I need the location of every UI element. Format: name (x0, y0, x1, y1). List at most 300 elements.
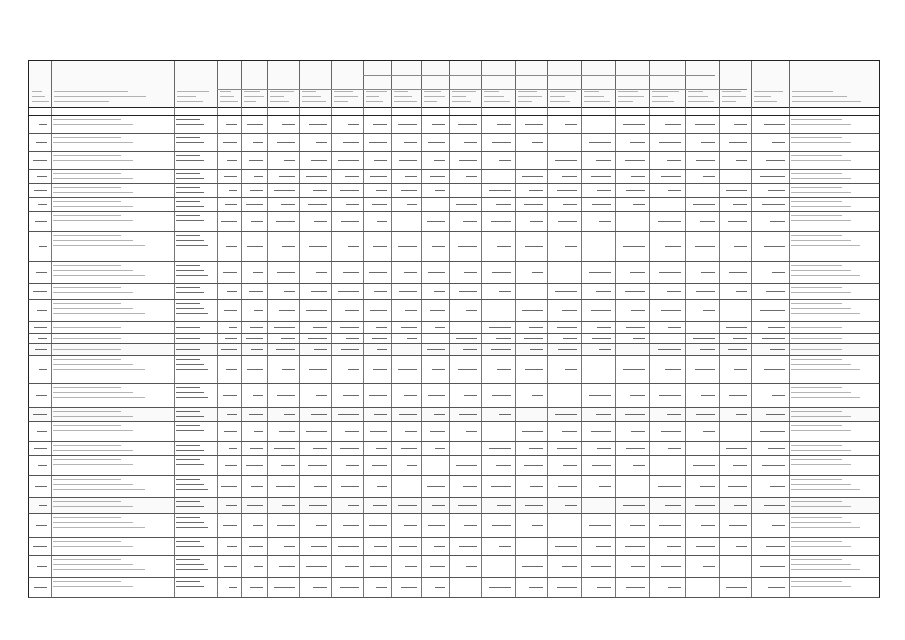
row-column-divider (267, 232, 268, 261)
row-column-divider (267, 356, 268, 383)
row-column-divider (789, 538, 790, 555)
row-column-divider (547, 116, 548, 133)
row-column-divider (789, 212, 790, 231)
row-column-divider (241, 152, 242, 169)
row-column-divider (751, 556, 752, 577)
row-column-divider (481, 284, 482, 299)
header-text-scan (754, 101, 777, 102)
header-text-scan (244, 91, 260, 92)
row-column-divider (267, 556, 268, 577)
row-column-divider (391, 422, 392, 441)
row-column-divider (51, 384, 52, 407)
row-column-divider (685, 322, 686, 333)
row-column-divider (719, 334, 720, 343)
row-column-divider (685, 578, 686, 597)
row-column-divider (789, 284, 790, 299)
row-column-divider (481, 422, 482, 441)
row-column-divider (241, 498, 242, 513)
row-column-divider (581, 498, 582, 513)
table-row (28, 578, 880, 598)
row-column-divider (174, 184, 175, 197)
row-column-divider (51, 556, 52, 577)
row-column-divider (751, 232, 752, 261)
row-column-divider (267, 498, 268, 513)
row-column-divider (449, 198, 450, 211)
row-column-divider (331, 334, 332, 343)
row-column-divider (649, 456, 650, 475)
row-column-divider (299, 212, 300, 231)
row-column-divider (174, 556, 175, 577)
header-text-scan (424, 91, 441, 92)
row-column-divider (241, 476, 242, 497)
row-column-divider (649, 232, 650, 261)
row-column-divider (685, 356, 686, 383)
header-text-scan (220, 96, 234, 97)
row-column-divider (331, 408, 332, 421)
header-column-divider (685, 61, 686, 109)
row-column-divider (241, 514, 242, 537)
row-column-divider (217, 212, 218, 231)
row-column-divider (547, 170, 548, 183)
row-column-divider (391, 152, 392, 169)
row-column-divider (751, 442, 752, 455)
row-column-divider (267, 152, 268, 169)
row-column-divider (363, 422, 364, 441)
row-column-divider (547, 422, 548, 441)
row-column-divider (649, 212, 650, 231)
row-column-divider (615, 514, 616, 537)
row-column-divider (299, 116, 300, 133)
row-column-divider (241, 322, 242, 333)
table-row (28, 198, 880, 212)
row-column-divider (449, 116, 450, 133)
header-text-scan (244, 101, 256, 102)
row-column-divider (241, 116, 242, 133)
header-text-scan (618, 101, 633, 102)
row-column-divider (581, 184, 582, 197)
row-column-divider (363, 152, 364, 169)
header-text-scan (394, 96, 412, 97)
row-column-divider (751, 384, 752, 407)
row-column-divider (363, 556, 364, 577)
row-column-divider (363, 408, 364, 421)
row-column-divider (331, 184, 332, 197)
row-column-divider (217, 184, 218, 197)
row-column-divider (685, 184, 686, 197)
row-column-divider (481, 152, 482, 169)
row-column-divider (363, 284, 364, 299)
table-row (28, 556, 880, 578)
row-column-divider (363, 116, 364, 133)
row-column-divider (751, 538, 752, 555)
row-column-divider (685, 476, 686, 497)
row-column-divider (174, 300, 175, 321)
row-column-divider (581, 212, 582, 231)
row-column-divider (481, 578, 482, 597)
row-column-divider (719, 442, 720, 455)
table-row (28, 514, 880, 538)
row-column-divider (51, 356, 52, 383)
table-row (28, 212, 880, 232)
row-column-divider (751, 212, 752, 231)
row-column-divider (547, 198, 548, 211)
row-column-divider (751, 334, 752, 343)
row-column-divider (449, 262, 450, 283)
row-column-divider (515, 456, 516, 475)
row-column-divider (789, 384, 790, 407)
row-column-divider (421, 334, 422, 343)
row-column-divider (581, 476, 582, 497)
row-column-divider (391, 262, 392, 283)
row-column-divider (751, 184, 752, 197)
table-row (28, 134, 880, 152)
table-row (28, 184, 880, 198)
header-text-scan (366, 96, 379, 97)
row-column-divider (267, 456, 268, 475)
header-text-scan (32, 101, 49, 102)
row-column-divider (391, 578, 392, 597)
header-column-divider (217, 61, 218, 109)
row-column-divider (547, 134, 548, 151)
row-column-divider (363, 322, 364, 333)
row-column-divider (685, 300, 686, 321)
row-column-divider (515, 476, 516, 497)
table-row (28, 408, 880, 422)
header-text-scan (424, 101, 437, 102)
row-column-divider (217, 300, 218, 321)
table-row (28, 152, 880, 170)
row-column-divider (241, 184, 242, 197)
row-column-divider (331, 116, 332, 133)
header-text-scan (484, 91, 499, 92)
header-text-scan (424, 96, 445, 97)
row-column-divider (217, 198, 218, 211)
row-column-divider (267, 514, 268, 537)
row-column-divider (299, 232, 300, 261)
row-column-divider (174, 198, 175, 211)
row-column-divider (789, 344, 790, 355)
row-column-divider (174, 152, 175, 169)
row-column-divider (421, 476, 422, 497)
row-column-divider (515, 442, 516, 455)
row-column-divider (547, 384, 548, 407)
number-row-divider (241, 108, 242, 115)
header-text-scan (722, 91, 741, 92)
row-column-divider (449, 442, 450, 455)
row-column-divider (481, 198, 482, 211)
row-column-divider (174, 134, 175, 151)
row-column-divider (515, 384, 516, 407)
row-column-divider (331, 498, 332, 513)
row-column-divider (649, 442, 650, 455)
row-column-divider (449, 232, 450, 261)
row-column-divider (174, 116, 175, 133)
row-column-divider (217, 384, 218, 407)
header-text-scan (484, 101, 510, 102)
row-column-divider (719, 538, 720, 555)
header-text-scan (652, 101, 674, 102)
row-column-divider (174, 284, 175, 299)
header-column-divider (267, 61, 268, 109)
header-text-scan (54, 101, 109, 102)
header-text-scan (652, 96, 668, 97)
row-column-divider (267, 422, 268, 441)
row-column-divider (515, 556, 516, 577)
row-column-divider (581, 344, 582, 355)
row-column-divider (581, 456, 582, 475)
number-row-divider (421, 108, 422, 115)
row-column-divider (241, 212, 242, 231)
row-column-divider (363, 538, 364, 555)
row-column-divider (719, 170, 720, 183)
row-column-divider (299, 284, 300, 299)
row-column-divider (547, 344, 548, 355)
row-column-divider (649, 334, 650, 343)
row-column-divider (421, 232, 422, 261)
row-column-divider (685, 514, 686, 537)
row-column-divider (547, 514, 548, 537)
row-column-divider (217, 408, 218, 421)
row-column-divider (267, 262, 268, 283)
row-column-divider (241, 134, 242, 151)
row-column-divider (51, 322, 52, 333)
row-column-divider (421, 116, 422, 133)
row-column-divider (363, 198, 364, 211)
row-column-divider (51, 116, 52, 133)
row-column-divider (751, 284, 752, 299)
header-column-divider (615, 61, 616, 109)
row-column-divider (391, 198, 392, 211)
row-column-divider (649, 422, 650, 441)
row-column-divider (217, 334, 218, 343)
row-column-divider (481, 116, 482, 133)
row-column-divider (299, 578, 300, 597)
row-column-divider (331, 538, 332, 555)
header-column-divider (51, 61, 52, 109)
row-column-divider (241, 284, 242, 299)
header-column-divider (331, 61, 332, 109)
header-text-scan (32, 91, 42, 92)
header-text-scan (177, 91, 209, 92)
row-column-divider (421, 262, 422, 283)
header-text-scan (177, 101, 203, 102)
row-column-divider (789, 422, 790, 441)
row-column-divider (649, 134, 650, 151)
row-column-divider (515, 152, 516, 169)
row-column-divider (547, 232, 548, 261)
number-row-divider (331, 108, 332, 115)
row-column-divider (363, 442, 364, 455)
row-column-divider (685, 212, 686, 231)
row-column-divider (685, 284, 686, 299)
row-column-divider (719, 116, 720, 133)
row-column-divider (299, 152, 300, 169)
row-column-divider (581, 134, 582, 151)
row-column-divider (267, 184, 268, 197)
row-column-divider (615, 300, 616, 321)
header-text-scan (584, 101, 610, 102)
row-column-divider (267, 578, 268, 597)
row-column-divider (299, 422, 300, 441)
row-column-divider (391, 514, 392, 537)
row-column-divider (751, 422, 752, 441)
row-column-divider (331, 232, 332, 261)
row-column-divider (299, 408, 300, 421)
row-column-divider (515, 322, 516, 333)
row-column-divider (719, 262, 720, 283)
number-row-divider (363, 108, 364, 115)
row-column-divider (581, 408, 582, 421)
number-row-divider (515, 108, 516, 115)
row-column-divider (481, 456, 482, 475)
header-subline (363, 75, 715, 76)
header-text-scan (688, 96, 708, 97)
row-column-divider (615, 578, 616, 597)
header-column-divider (449, 61, 450, 109)
row-column-divider (363, 170, 364, 183)
row-column-divider (331, 356, 332, 383)
row-column-divider (481, 134, 482, 151)
row-column-divider (363, 578, 364, 597)
row-column-divider (751, 134, 752, 151)
number-row-divider (719, 108, 720, 115)
header-column-divider (515, 61, 516, 109)
row-column-divider (719, 300, 720, 321)
row-column-divider (615, 556, 616, 577)
row-column-divider (751, 198, 752, 211)
row-column-divider (789, 578, 790, 597)
row-column-divider (391, 170, 392, 183)
row-column-divider (331, 322, 332, 333)
row-column-divider (217, 284, 218, 299)
row-column-divider (217, 152, 218, 169)
row-column-divider (685, 498, 686, 513)
row-column-divider (174, 232, 175, 261)
row-column-divider (174, 170, 175, 183)
row-column-divider (719, 514, 720, 537)
row-column-divider (421, 134, 422, 151)
row-column-divider (615, 184, 616, 197)
row-column-divider (789, 514, 790, 537)
row-column-divider (615, 116, 616, 133)
row-column-divider (649, 538, 650, 555)
row-column-divider (547, 442, 548, 455)
row-column-divider (217, 514, 218, 537)
row-column-divider (241, 578, 242, 597)
row-column-divider (331, 262, 332, 283)
row-column-divider (685, 170, 686, 183)
row-column-divider (789, 556, 790, 577)
row-column-divider (615, 498, 616, 513)
row-column-divider (515, 284, 516, 299)
row-column-divider (217, 578, 218, 597)
row-column-divider (547, 300, 548, 321)
number-row-divider (789, 108, 790, 115)
row-column-divider (481, 184, 482, 197)
row-column-divider (789, 198, 790, 211)
header-text-scan (32, 96, 45, 97)
row-column-divider (421, 184, 422, 197)
table-row (28, 498, 880, 514)
row-column-divider (649, 284, 650, 299)
row-column-divider (174, 334, 175, 343)
row-column-divider (217, 442, 218, 455)
row-column-divider (751, 322, 752, 333)
row-column-divider (719, 408, 720, 421)
row-column-divider (449, 422, 450, 441)
header-text-scan (722, 101, 736, 102)
number-row-divider (299, 108, 300, 115)
row-column-divider (299, 456, 300, 475)
row-column-divider (685, 344, 686, 355)
row-column-divider (51, 232, 52, 261)
row-column-divider (363, 212, 364, 231)
row-column-divider (515, 134, 516, 151)
row-column-divider (51, 344, 52, 355)
table-row (28, 116, 880, 134)
header-text-scan (244, 96, 264, 97)
row-column-divider (51, 442, 52, 455)
row-column-divider (481, 344, 482, 355)
row-column-divider (391, 556, 392, 577)
header-text-scan (366, 101, 383, 102)
row-column-divider (649, 344, 650, 355)
row-column-divider (267, 322, 268, 333)
row-column-divider (51, 422, 52, 441)
number-row-divider (174, 108, 175, 115)
row-column-divider (391, 284, 392, 299)
row-column-divider (789, 334, 790, 343)
row-column-divider (515, 408, 516, 421)
table-row (28, 232, 880, 262)
row-column-divider (649, 356, 650, 383)
number-row-divider (481, 108, 482, 115)
header-text-scan (452, 96, 466, 97)
row-column-divider (515, 300, 516, 321)
row-column-divider (267, 384, 268, 407)
row-column-divider (685, 442, 686, 455)
row-column-divider (581, 334, 582, 343)
row-column-divider (547, 456, 548, 475)
row-column-divider (685, 408, 686, 421)
row-column-divider (421, 422, 422, 441)
header-text-scan (792, 91, 833, 92)
row-column-divider (649, 408, 650, 421)
row-column-divider (217, 170, 218, 183)
row-column-divider (581, 556, 582, 577)
row-column-divider (449, 184, 450, 197)
row-column-divider (421, 442, 422, 455)
header-column-divider (241, 61, 242, 109)
row-column-divider (299, 262, 300, 283)
row-column-divider (299, 442, 300, 455)
table-row (28, 262, 880, 284)
row-column-divider (649, 514, 650, 537)
row-column-divider (449, 170, 450, 183)
row-column-divider (547, 184, 548, 197)
row-column-divider (174, 538, 175, 555)
header-column-divider (547, 61, 548, 109)
row-column-divider (449, 300, 450, 321)
header-text-scan (334, 91, 353, 92)
row-column-divider (174, 514, 175, 537)
header-column-divider (581, 61, 582, 109)
row-column-divider (581, 170, 582, 183)
row-column-divider (51, 300, 52, 321)
row-column-divider (331, 422, 332, 441)
row-column-divider (615, 232, 616, 261)
row-column-divider (719, 556, 720, 577)
